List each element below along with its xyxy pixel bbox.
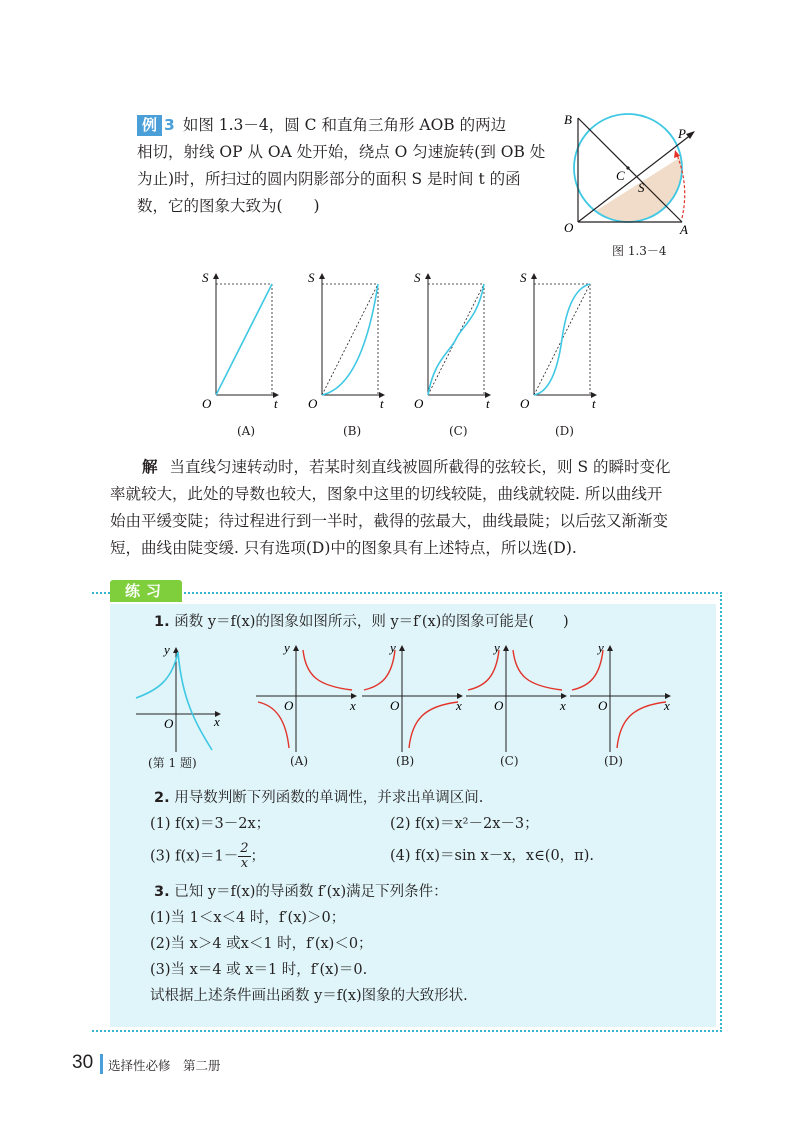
option-graph-b [308, 270, 384, 411]
y-label: y [390, 640, 396, 655]
q1-caption-c: (C) [500, 754, 519, 768]
label-o: O [564, 220, 574, 235]
option-graphs [198, 268, 618, 418]
q3-question: 已知 y＝f(x)的导函数 f′(x)满足下列条件： [174, 884, 448, 900]
option-caption-d: (D) [555, 424, 574, 438]
page-number: 30 [72, 1052, 94, 1073]
y-label: S [308, 270, 315, 285]
figure-1-3-4 [560, 110, 710, 240]
practice-border-right [720, 592, 722, 1032]
x-label: x [456, 698, 462, 713]
q1-text [154, 610, 694, 634]
q2-text [154, 786, 694, 810]
practice-border-bottom [92, 1030, 722, 1032]
example-line-4: 数，它的图象大致为( ) [137, 197, 320, 215]
option-caption-b: (B) [343, 424, 362, 438]
origin-label: O [414, 396, 424, 411]
y-label: S [414, 270, 421, 285]
book-title: 选择性必修 第二册 [108, 1058, 221, 1073]
q1-caption-d: (D) [604, 754, 623, 768]
origin-label: O [494, 698, 504, 713]
y-label: y [164, 642, 170, 657]
q1-graphs [128, 640, 688, 760]
footer-accent-bar [100, 1054, 103, 1074]
option-graph-a [202, 270, 278, 411]
origin-label: O [284, 698, 294, 713]
x-label: x [350, 698, 356, 713]
origin-label: O [390, 698, 400, 713]
solution-label: 解 [142, 458, 158, 476]
x-label: x [664, 698, 670, 713]
option-caption-c: (C) [449, 424, 468, 438]
q1-given-graph [136, 642, 220, 752]
example-text [137, 112, 547, 220]
fraction-2-over-x: $\frac{2}{x}$ [240, 841, 249, 871]
solution-line-2: 率就较大，此处的导数也较大，图象中这里的切线较陡，曲线就较陡. 所以曲线开 [110, 485, 663, 503]
q2-item-3: (3) f(x)＝1－ $\frac{2}{x}$ ； [150, 841, 266, 871]
y-label: S [520, 270, 527, 285]
x-label: t [486, 396, 490, 411]
q1-caption-given: (第 1 题) [148, 756, 197, 770]
x-label: x [214, 714, 220, 729]
origin-label: O [164, 716, 174, 731]
q3-item-1: (1)当 1＜x＜4 时，f′(x)＞0； [150, 910, 346, 926]
label-s: S [638, 180, 645, 195]
practice-title: 练习 [110, 580, 182, 602]
y-label: y [598, 640, 604, 655]
curve-a [216, 284, 272, 395]
figure-caption: 图 1.3－4 [612, 244, 667, 258]
q1-option-d [570, 640, 670, 752]
q2-item-4: (4) f(x)＝sin x－x，x∈(0，π). [390, 848, 594, 864]
example-number: 3 [164, 116, 175, 134]
q1-option-b [362, 640, 462, 752]
solution-line-4: 短，曲线由陡变缓. 只有选项(D)中的图象具有上述特点，所以选(D). [110, 539, 577, 557]
y-label: S [202, 270, 209, 285]
q3-item-2: (2)当 x＞4 或x＜1 时，f′(x)＜0； [150, 936, 373, 952]
center-dot [626, 166, 629, 169]
practice-border-top [92, 592, 722, 594]
x-label: t [274, 396, 278, 411]
q1-number: 1. [154, 614, 170, 630]
q2-item-2: (2) f(x)＝x²－2x－3； [390, 816, 539, 832]
option-graph-c [414, 270, 490, 411]
label-a: A [680, 222, 688, 237]
q2-number: 2. [154, 790, 170, 806]
origin-label: O [520, 396, 530, 411]
q1-option-c [466, 640, 566, 752]
label-p: P [678, 126, 686, 141]
q1-option-a [256, 640, 356, 752]
q3-item-4: 试根据上述条件画出函数 y＝f(x)图象的大致形状. [150, 988, 468, 1004]
option-caption-a: (A) [237, 424, 256, 438]
origin-label: O [598, 698, 608, 713]
example-line-1: 例 3 如图 1.3－4，圆 C 和直角三角形 AOB 的两边 [137, 112, 547, 139]
solution-line-1: 解 当直线匀速转动时，若某时刻直线被圆所截得的弦较长，则 S 的瞬时变化 [142, 458, 671, 476]
q2-question: 用导数判断下列函数的单调性，并求出单调区间. [174, 790, 484, 806]
example-badge: 例 [137, 115, 162, 136]
q2-item-1: (1) f(x)＝3－2x； [150, 816, 271, 832]
q1-caption-b: (B) [396, 754, 415, 768]
example-line-3: 为止)时，所扫过的圆内阴影部分的面积 S 是时间 t 的函 [137, 170, 521, 188]
x-label: t [592, 396, 596, 411]
q3-item-3: (3)当 x＝4 或 x＝1 时，f′(x)＝0. [150, 962, 368, 978]
q1-caption-a: (A) [290, 754, 309, 768]
label-b: B [564, 112, 572, 127]
q3-number: 3. [154, 884, 170, 900]
option-graph-d [520, 270, 596, 411]
example-line-2: 相切，射线 OP 从 OA 处开始，绕点 O 匀速旋转(到 OB 处 [137, 143, 546, 161]
x-label: t [380, 396, 384, 411]
y-label: y [284, 640, 290, 655]
x-label: x [560, 698, 566, 713]
q1-question: 函数 y＝f(x)的图象如图所示，则 y＝f′(x)的图象可能是( ) [174, 614, 569, 630]
solution-text [110, 454, 722, 562]
solution-line-3: 始由平缓变陡；待过程进行到一半时，截得的弦最大，曲线最陡；以后弦又渐渐变 [110, 512, 669, 530]
origin-label: O [308, 396, 318, 411]
origin-label: O [202, 396, 212, 411]
y-label: y [494, 640, 500, 655]
label-c: C [616, 168, 625, 183]
q3-text [154, 880, 694, 904]
